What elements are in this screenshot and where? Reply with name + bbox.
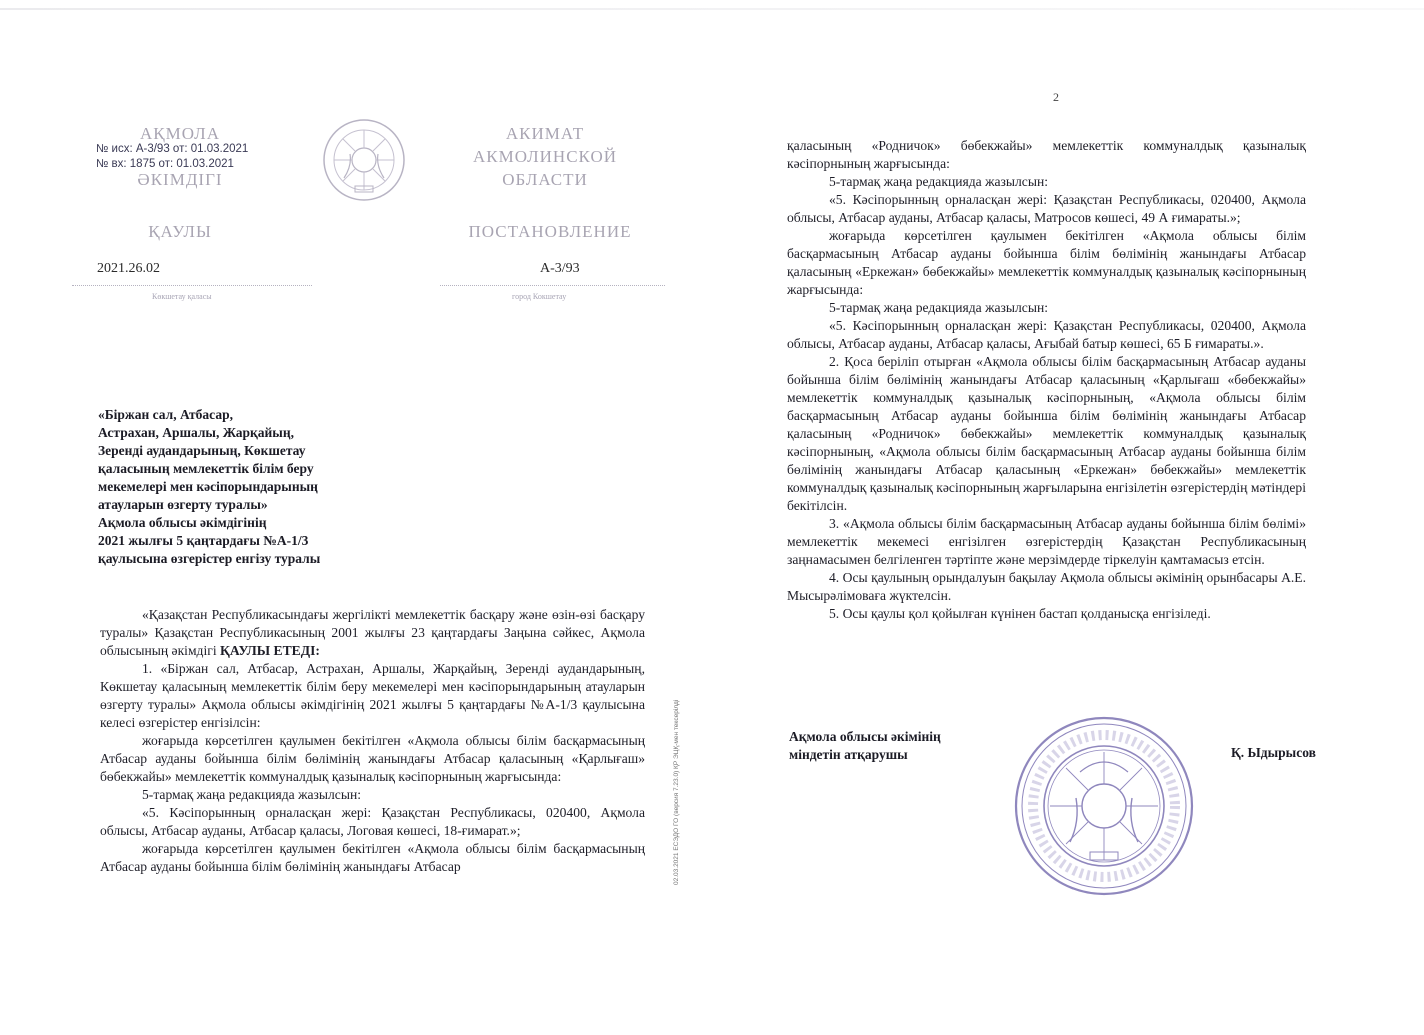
header-right-org-line2: АКМОЛИНСКОЙ [472,147,618,166]
registration-stamp [96,142,248,172]
paragraph: қаласының «Родничок» бөбекжайы» мемлекеттік коммуналдық қазыналық кәсіпорнының жарғысында: [787,138,1306,171]
document-date: 2021.26.02 [97,261,160,276]
reg-incoming: № вх: 1875 от: 01.03.2021 [96,158,234,170]
paragraph: 4. Осы қаулының орындалуын бақылау Ақмола облысы әкімінің орынбасары А.Е. Мысырәлімоваға жүктелсін. [787,570,1306,603]
paragraph: жоғарыда көрсетілген қаулымен бекітілген «Ақмола облысы білім басқармасының Атбасар ауданы бойынша білім бөлімінің жанындағы Атбасар қаласының «Еркежан» бөбекжайы» мемлекеттік коммуналдық қазыналық кәсіпорнының жарғысында: [787,228,1306,297]
title-line: Ақмола облысы әкімдігінің [98,515,267,530]
header-left-org-line1: АҚМОЛА [140,124,220,143]
paragraph: 5-тармақ жаңа редакцияда жазылсын: [142,787,362,802]
body-right [787,137,1306,623]
page-number: 2 [1053,90,1059,104]
official-seal-icon [1010,712,1198,900]
signatory-name: Қ. Ыдырысов [1231,745,1316,760]
paragraph: жоғарыда көрсетілген қаулымен бекітілген «Ақмола облысы білім басқармасының Атбасар ауданы бойынша білім бөлімінің жанындағы Атбасар [100,841,645,874]
header-left-org-line3: ӘКІМДІГІ [137,170,223,189]
paragraph: 2. Қоса беріліп отырған «Ақмола облысы білім басқармасының Атбасар ауданы бойынша білім бөлімінің жанындағы Атбасар қаласының «Қарлығаш «бөбекжайы» мемлекеттік коммуналдық қазыналық кәсіпорнының, «Ақмола облысы білім басқармасының Атбасар ауданы бойынша білім бөлімінің жанындағы Атбасар қаласының «Родничок» бөбекжайы» мемлекеттік коммуналдық қазыналық кәсіпорнының, «Ақмола облысы білім басқармасының Атбасар ауданы бойынша білім бөлімінің жанындағы Атбасар қаласының «Еркежан» бөбекжайы» мемлекеттік коммуналдық қазыналық кәсіпорнының жарғыларына енгізілетін өзгерістердің мәтіндері бекітілсін. [787,354,1306,513]
paragraph: 3. «Ақмола облысы білім басқармасының Атбасар ауданы бойынша білім бөлімі» мемлекеттік мекемесі енгізілген өзгерістердің Қазақстан Республикасының заңнамасымен белгіленген тәртіпте және мерзімдерде тіркелуін қамтамасыз етсін. [787,516,1306,567]
paragraph: 5-тармақ жаңа редакцияда жазылсын: [829,300,1049,315]
paragraph: «5. Кәсіпорынның орналасқан жері: Қазақстан Республикасы, 020400, Ақмола облысы, Атбасар ауданы, Атбасар қаласы, Матросов көшесі, 49 А ғимараты.»; [787,192,1306,225]
title-line: Зеренді аудандарының, Көкшетау [98,443,306,458]
header-place-left: Көкшетау қаласы [152,292,212,301]
paragraph: 5. Осы қаулы қол қойылған күнінен бастап қолданысқа енгізіледі. [829,606,1211,621]
electronic-signature-note: 02.03.2021 ЕСЭДО ГО (версия 7.23.0) ҚР ЭЦҚ-мен тексерілді [673,699,680,885]
preamble-paragraph [100,606,645,660]
paragraph: «5. Кәсіпорынның орналасқан жері: Қазақстан Республикасы, 020400, Ақмола облысы, Атбасар ауданы, Атбасар қаласы, Логовая көшесі, 18-ғимарат.»; [100,805,645,838]
header-place-right: город Кокшетау [512,292,567,301]
signatory-position [789,728,941,764]
signatory-position-line1: Ақмола облысы әкімінің [789,729,941,744]
body-left [100,606,645,876]
title-line: Астрахан, Аршалы, Жарқайың, [98,425,294,440]
paragraph: 1. «Біржан сал, Атбасар, Астрахан, Аршалы, Жарқайың, Зеренді аудандарының, Көкшетау қаласының мемлекеттік білім беру мекемелері мен кәсіпорындарының атауларын өзгерту туралы» Ақмола облысы әкімдігінің 2021 жылғы 5 қаңтардағы №А-1/3 қаулысына келесі өзгерістер енгізілсін: [100,661,645,730]
preamble-text: «Қазақстан Республикасындағы жергілікті мемлекеттік басқару және өзін-өзі басқару туралы» Қазақстан Республикасының 2001 жылғы 23 қаңтардағы Заңына сәйкес, Ақмола облысының әкімдігі [100,607,645,658]
title-line: 2021 жылғы 5 қаңтардағы №А-1/3 [98,533,309,548]
header-rule-right [440,285,665,286]
paragraph: жоғарыда көрсетілген қаулымен бекітілген «Ақмола облысы білім басқармасының Атбасар ауданы бойынша білім бөлімінің жанындағы Атбасар қаласының «Қарлығаш» бөбекжайы» мемлекеттік коммуналдық қазыналық кәсіпорнының жарғысында: [100,733,645,784]
reg-outgoing: № исх: А-3/93 от: 01.03.2021 [96,143,249,155]
document-number: А-3/93 [540,261,580,276]
header-right-org-line3: ОБЛАСТИ [502,170,588,189]
title-line: мекемелері мен кәсіпорындарының [98,479,318,494]
title-line: қаласының мемлекеттік білім беру [98,461,314,476]
title-line: атауларын өзгерту туралы» [98,497,268,512]
signatory-position-line2: міндетін атқарушы [789,747,908,762]
state-emblem-icon [322,118,406,202]
header-left-doc-type: ҚАУЛЫ [148,222,212,241]
paragraph: «5. Кәсіпорынның орналасқан жері: Қазақстан Республикасы, 020400, Ақмола облысы, Атбасар ауданы, Атбасар қаласы, Ағыбай батыр көшесі, 65 Б ғимараты.». [787,318,1306,351]
header-right-org [455,122,635,191]
header-right-doc-type: ПОСТАНОВЛЕНИЕ [468,222,632,241]
header-right-org-line1: АКИМАТ [505,124,585,143]
paragraph: 5-тармақ жаңа редакцияда жазылсын: [829,174,1049,189]
title-line: «Біржан сал, Атбасар, [98,407,233,422]
title-line: қаулысына өзгерістер енгізу туралы [98,551,321,566]
document-title [98,406,398,568]
header-rule-left [72,285,312,286]
preamble-resolves: ҚАУЛЫ ЕТЕДІ: [220,643,320,658]
